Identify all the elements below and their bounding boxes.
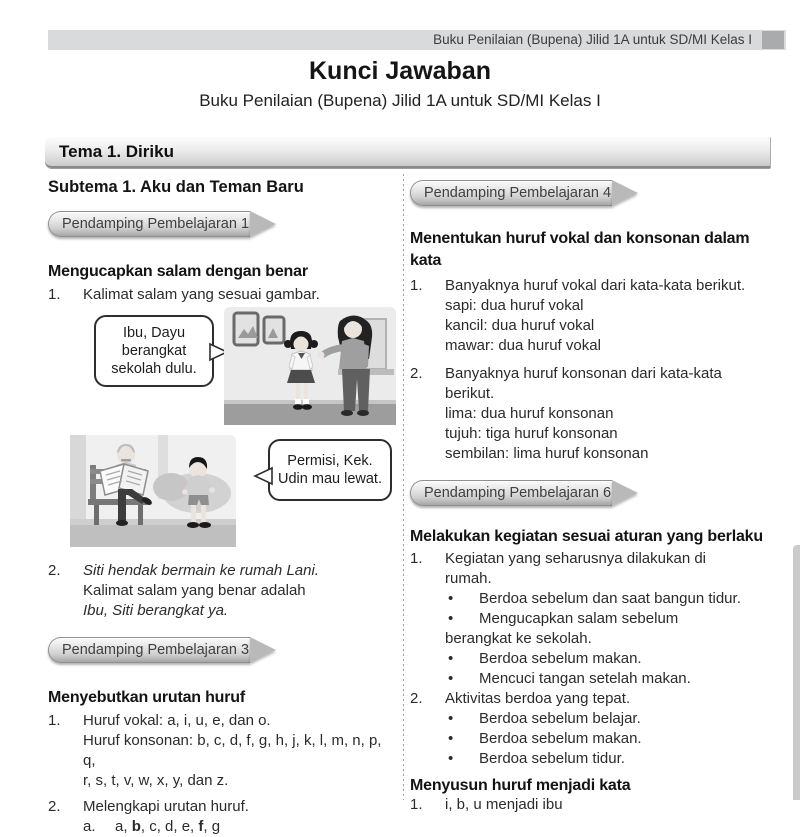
numbered-item: [48, 797, 396, 837]
speech-bubble-text: Ibu, Dayu berangkat sekolah dulu.: [111, 325, 197, 377]
item-line: Banyaknya huruf vokal dari kata-kata berikut.: [445, 277, 746, 294]
item-line: mawar: dua huruf vokal: [445, 337, 601, 354]
item-number: 2.: [410, 365, 423, 382]
speech-bubble-text: Permisi, Kek. Udin mau lewat.: [278, 453, 382, 487]
item-line: Kegiatan yang seharusnya dilakukan di: [445, 550, 707, 567]
banner-arrow-tip-icon: [250, 211, 276, 237]
item-line: Kalimat salam yang benar adalah: [83, 582, 306, 599]
sub-item: [83, 817, 396, 837]
item-line: berikut.: [445, 385, 495, 402]
bullet-item: [445, 669, 788, 689]
item-line: kancil: dua huruf vokal: [445, 317, 595, 334]
item-number: 1.: [48, 286, 61, 303]
sub-item-label: a.: [83, 818, 96, 835]
lesson-banner-pp1: [48, 211, 250, 237]
bullet-text: Berdoa sebelum belajar.: [479, 710, 641, 727]
item-line: r, s, t, v, w, x, y, dan z.: [83, 772, 229, 789]
lesson-banner-pp3: [48, 637, 250, 663]
numbered-item-partial: [410, 795, 788, 815]
bullet-dot: •: [448, 710, 454, 727]
tema-banner-label: Tema 1. Diriku: [59, 142, 174, 161]
page-subtitle: Buku Penilaian (Bupena) Jilid 1A untuk SD/MI Kelas I: [199, 91, 601, 110]
item-number: 2.: [410, 690, 423, 707]
figure-greeting-mother: [48, 307, 396, 429]
figure-greeting-grandfather: [48, 431, 396, 553]
bullet-text: Berdoa sebelum dan saat bangun tidur.: [479, 590, 741, 607]
item-line: Melengkapi urutan huruf.: [83, 798, 249, 815]
item-line: sapi: dua huruf vokal: [445, 297, 584, 314]
item-line: rumah.: [445, 570, 492, 587]
item-number: 1.: [410, 550, 423, 567]
item-line: berangkat ke sekolah.: [445, 630, 592, 647]
numbered-item: [410, 549, 788, 689]
item-number: 2.: [48, 798, 61, 815]
header-corner-square: [762, 31, 784, 49]
item-line: Banyaknya huruf konsonan dari kata-kata: [445, 365, 722, 382]
bullet-item: [445, 749, 788, 769]
section-heading: Mengucapkan salam dengan benar: [48, 263, 308, 280]
banner-arrow-tip-icon: [250, 637, 276, 663]
item-line: tujuh: tiga huruf konsonan: [445, 425, 618, 442]
right-column: [410, 180, 788, 815]
bullet-text: Mencuci tangan setelah makan.: [479, 670, 691, 687]
bullet-item: [445, 709, 788, 729]
left-column: [48, 178, 396, 837]
bullet-text: Mengucapkan salam sebelum: [479, 610, 679, 627]
letter-sequence: a, b, c, d, e, f, g: [115, 818, 221, 835]
speech-bubble: [94, 315, 214, 387]
illustration-grandfather-boy: [70, 435, 236, 547]
bullet-dot: •: [448, 750, 454, 767]
item-line: Aktivitas berdoa yang tepat.: [445, 690, 631, 707]
item-line: sembilan: lima huruf konsonan: [445, 445, 649, 462]
item-number: 1.: [48, 712, 61, 729]
header-bar: [48, 30, 786, 50]
subtema-heading: Subtema 1. Aku dan Teman Baru: [48, 178, 304, 196]
numbered-item: [48, 285, 396, 305]
item-line: Huruf konsonan: b, c, d, f, g, h, j, k, l, m, n, p, q,: [83, 732, 382, 769]
item-line: lima: dua huruf konsonan: [445, 405, 614, 422]
item-text: i, b, u menjadi ibu: [445, 796, 563, 813]
section-heading-line: kata: [410, 252, 442, 269]
item-text: Kalimat salam yang sesuai gambar.: [83, 286, 320, 303]
bullet-dot: •: [448, 610, 454, 627]
item-line: Ibu, Siti berangkat ya.: [83, 602, 229, 619]
lesson-banner-label: Pendamping Pembelajaran 3: [62, 642, 250, 658]
bullet-text: Berdoa sebelum tidur.: [479, 750, 625, 767]
item-number: 2.: [48, 562, 61, 579]
bullet-item: [445, 609, 788, 629]
column-divider: [403, 174, 404, 800]
item-line: Siti hendak bermain ke rumah Lani.: [83, 562, 319, 579]
numbered-item: [410, 364, 788, 464]
page-edge-curl: [793, 545, 800, 800]
bullet-dot: •: [448, 670, 454, 687]
lesson-banner-label: Pendamping Pembelajaran 4: [424, 185, 612, 201]
bullet-dot: •: [448, 590, 454, 607]
page-title: Kunci Jawaban: [309, 57, 491, 85]
lesson-banner-pp4: [410, 180, 612, 206]
banner-arrow-tip-icon: [612, 180, 638, 206]
item-number: 1.: [410, 277, 423, 294]
tema-banner: [45, 137, 771, 168]
bullet-dot: •: [448, 650, 454, 667]
section-heading: Menyebutkan urutan huruf: [48, 689, 245, 706]
section-heading: [410, 228, 788, 272]
bullet-item: [445, 649, 788, 669]
bullet-text: Berdoa sebelum makan.: [479, 730, 642, 747]
header-bar-text: Buku Penilaian (Bupena) Jilid 1A untuk SD/MI Kelas I: [433, 32, 752, 47]
bullet-item: [445, 589, 788, 609]
numbered-item: [410, 689, 788, 769]
numbered-item: [410, 276, 788, 356]
lesson-banner-label: Pendamping Pembelajaran 1: [62, 216, 250, 232]
bubble-tail-icon: [255, 467, 274, 485]
section-heading-line: Menentukan huruf vokal dan konsonan dalam: [410, 230, 750, 247]
illustration-mother-daughter: [224, 307, 396, 425]
bullet-dot: •: [448, 730, 454, 747]
speech-bubble: [268, 439, 392, 501]
banner-arrow-tip-icon: [612, 480, 638, 506]
lesson-banner-label: Pendamping Pembelajaran 6: [424, 485, 612, 501]
section-heading: Melakukan kegiatan sesuai aturan yang berlaku: [410, 528, 763, 545]
numbered-item: [48, 711, 396, 791]
bullet-item: [445, 729, 788, 749]
section-heading: Menyusun huruf menjadi kata: [410, 777, 631, 794]
item-line: Huruf vokal: a, i, u, e, dan o.: [83, 712, 271, 729]
item-number: 1.: [410, 796, 423, 813]
bullet-text: Berdoa sebelum makan.: [479, 650, 642, 667]
numbered-item: [48, 561, 396, 621]
lesson-banner-pp6: [410, 480, 612, 506]
